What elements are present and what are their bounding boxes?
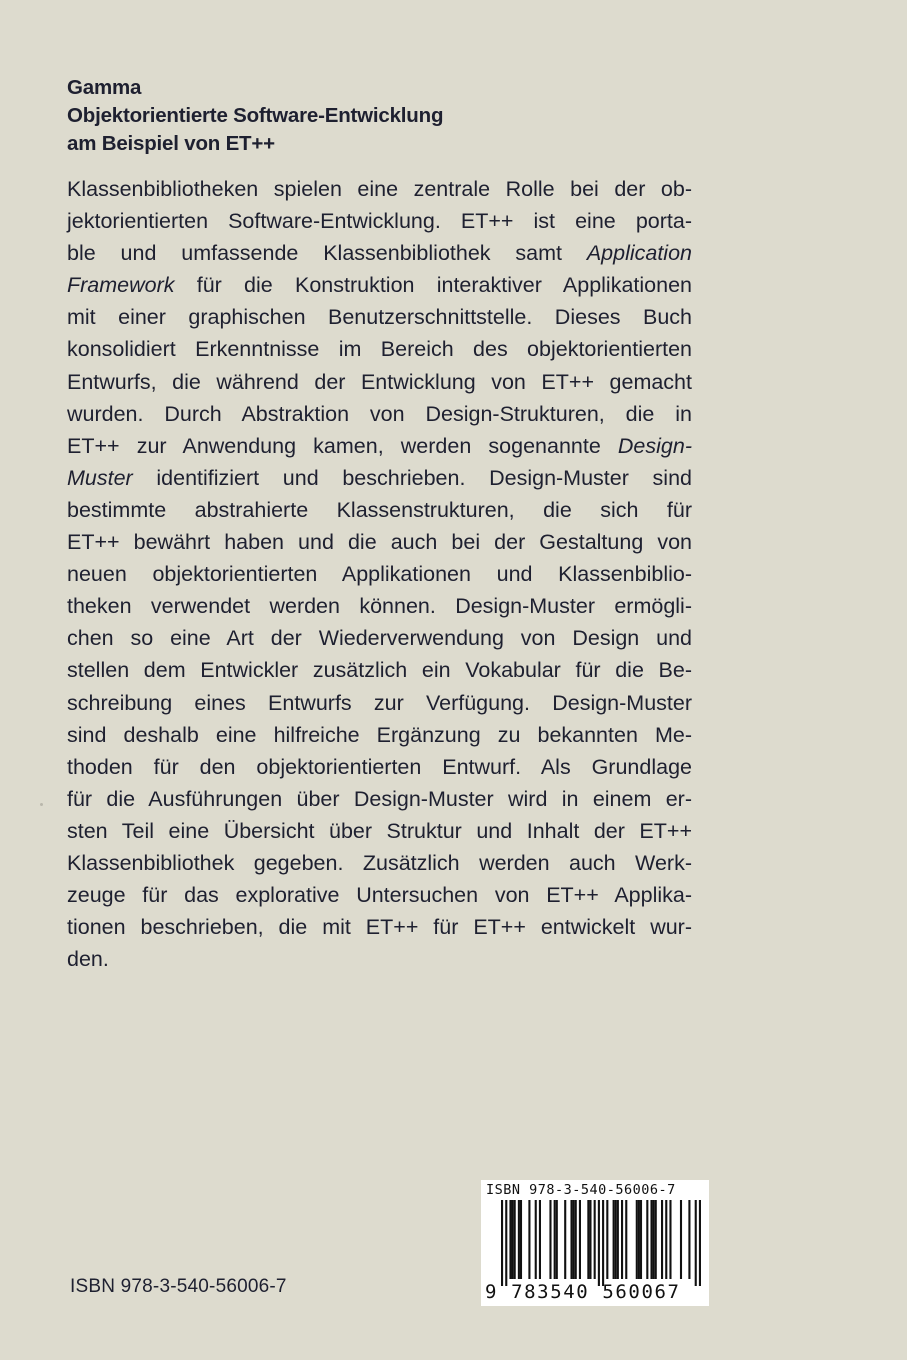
barcode-bar [650,1200,652,1279]
barcode-bar [646,1200,648,1279]
book-title-line-2: am Beispiel von ET++ [67,132,275,155]
blurb-line: konsolidiert Erkenntnisse im Bereich des objektorientierten [67,337,692,362]
speck-decoration [40,803,43,806]
blurb-line: schreibung eines Entwurfs zur Verfügung. Design-Muster [67,690,692,715]
barcode-bar [594,1200,596,1279]
barcode-bar [575,1200,577,1279]
barcode-bar [528,1200,530,1279]
barcode-bar [589,1200,591,1279]
blurb-line: stellen dem Entwickler zusätzlich ein Vokabular für die Be- [67,658,692,683]
barcode-bar [621,1200,623,1279]
barcode-bar [617,1200,619,1279]
blurb-line: Klassenbibliotheken spielen eine zentrale Rolle bei der ob- [67,177,692,201]
barcode-bar [556,1200,558,1279]
blurb-line: tionen beschrieben, die mit ET++ für ET++ entwickelt wur- [67,915,692,940]
blurb-line: den. [67,947,109,972]
barcode-bar [598,1200,600,1286]
barcode-bar [573,1200,575,1279]
barcode-bar [680,1200,682,1279]
header-block [67,74,707,158]
blurb-paragraph [67,173,692,975]
blurb-line: neuen objektorientierten Applikationen und Klassenbiblio- [67,562,692,587]
blurb-line: theken verwendet werden können. Design-Muster ermögli- [67,594,692,619]
blurb-line: ET++ bewährt haben und die auch bei der Gestaltung von [67,530,692,555]
blurb-line [67,462,692,494]
barcode-bar [514,1200,516,1279]
blurb-line [67,269,692,301]
barcode-bars [501,1200,701,1286]
barcode-bar [509,1200,511,1279]
barcode-bar [615,1200,617,1279]
blurb-italic-term: Application [586,241,692,266]
barcode-digits: 9 783540 560067 [485,1281,681,1303]
barcode-bar [665,1200,667,1279]
blurb-line-text: identifiziert und beschrieben. Design-Muster sind [132,465,692,490]
blurb-italic-term: Muster [67,465,133,490]
barcode-bar [638,1200,640,1279]
blurb-line [67,430,692,462]
blurb-italic-term: Design- [617,433,692,458]
barcode-bar [505,1200,507,1286]
barcode-bar [695,1200,697,1286]
blurb-line: mit einer graphischen Benutzerschnittstelle. Dieses Buch [67,305,692,330]
barcode-bar [549,1200,551,1279]
barcode-bar [653,1200,655,1279]
blurb-line: sind deshalb eine hilfreiche Ergänzung zu bekannten Me- [67,722,692,747]
barcode-bar [518,1200,520,1279]
blurb-line: für die Ausführungen über Design-Muster wird in einem er- [67,786,692,811]
blurb-italic-term: Framework [67,273,175,298]
blurb-line: thoden für den objektorientierten Entwurf. Als Grundlage [67,754,692,779]
barcode-bar [661,1200,663,1279]
barcode-bar [688,1200,690,1279]
barcode-bar [587,1200,589,1279]
barcode-bar [564,1200,566,1279]
blurb-line: Entwurfs, die während der Entwicklung von ET++ gemacht [67,369,692,394]
blurb-line: chen so eine Art der Wiederverwendung von Design und [67,626,692,651]
barcode-bar [512,1200,514,1279]
barcode-bar [640,1200,642,1279]
blurb-line: wurden. Durch Abstraktion von Design-Strukturen, die in [67,401,692,426]
author-name: Gamma [67,76,142,99]
barcode-bar [539,1200,541,1279]
barcode-bar [669,1200,671,1279]
blurb-line-text: ET++ zur Anwendung kamen, werden sogenannte [67,433,618,458]
barcode-bar [613,1200,615,1279]
blurb-line: zeuge für das explorative Untersuchen von ET++ Applika- [67,883,692,908]
blurb-line-text: für die Konstruktion interaktiver Applikationen [174,273,692,298]
barcode-isbn-label: ISBN 978-3-540-56006-7 [486,1182,676,1198]
barcode-bar [625,1200,627,1279]
blurb-line: jektorientierten Software-Entwicklung. ET++ ist eine porta- [67,209,692,234]
blurb-line: sten Teil eine Übersicht über Struktur und Inhalt der ET++ [67,818,692,843]
barcode-bar [520,1200,522,1279]
blurb-line-text: ble und umfassende Klassenbibliothek samt [67,241,587,266]
blurb-line [67,237,692,269]
barcode-bar [699,1200,701,1286]
barcode-bar [535,1200,537,1279]
barcode-bar [501,1200,503,1286]
barcode-bar [554,1200,556,1279]
barcode-bar [570,1200,572,1279]
isbn-text: ISBN 978-3-540-56006-7 [70,1276,287,1297]
barcode-bar [636,1200,638,1279]
barcode-bar [655,1200,657,1279]
barcode-bar [579,1200,581,1279]
blurb-line: Klassenbibliothek gegeben. Zusätzlich werden auch Werk- [67,850,692,875]
barcode-bar [606,1200,608,1279]
book-title-line-1: Objektorientierte Software-Entwicklung [67,104,444,127]
barcode-panel [481,1180,709,1306]
blurb-line: bestimmte abstrahierte Klassenstrukturen, die sich für [67,497,692,522]
barcode-bar [602,1200,604,1286]
